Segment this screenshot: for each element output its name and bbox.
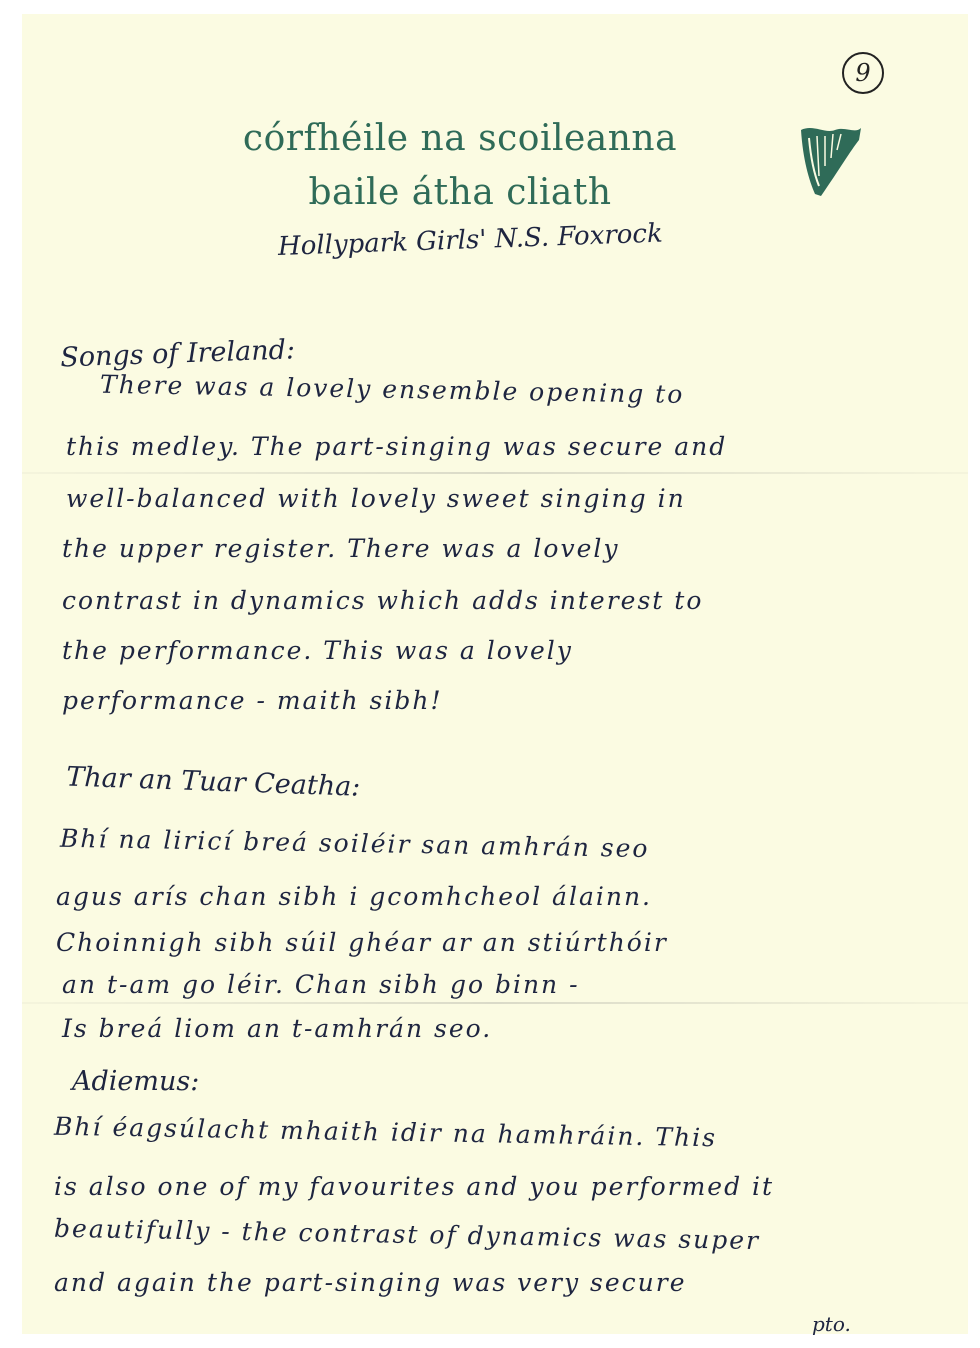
text-line: Is breá liom an t-amhrán seo. bbox=[62, 1014, 493, 1043]
pto-note: pto. bbox=[812, 1312, 851, 1336]
school-name: Hollypark Girls' N.S. Foxrock bbox=[277, 218, 664, 262]
letterhead-line-2: baile átha cliath bbox=[308, 172, 612, 213]
page-number: 9 bbox=[842, 52, 884, 94]
section-title: Thar an Tuar Ceatha: bbox=[65, 761, 361, 803]
section-title: Adiemus: bbox=[72, 1066, 200, 1097]
text-line: and again the part-singing was very secure bbox=[54, 1268, 687, 1297]
text-line: agus arís chan sibh i gcomhcheol álainn. bbox=[56, 882, 652, 911]
letterhead-line-1: córfhéile na scoileanna bbox=[242, 118, 678, 159]
text-line: performance - maith sibh! bbox=[62, 686, 443, 715]
text-line: contrast in dynamics which adds interest to bbox=[62, 586, 704, 615]
text-line: Bhí na liricí breá soiléir san amhrán seo bbox=[59, 823, 650, 864]
section-title: Songs of Ireland: bbox=[59, 334, 296, 374]
text-line: this medley. The part-singing was secure and bbox=[66, 432, 728, 461]
text-line: an t-am go léir. Chan sibh go binn - bbox=[62, 970, 580, 999]
text-line: Bhí éagsúlacht mhaith idir na hamhráin. This bbox=[53, 1111, 718, 1153]
fold-line bbox=[22, 472, 968, 474]
text-line: beautifully - the contrast of dynamics was super bbox=[53, 1213, 761, 1256]
fold-line bbox=[22, 1002, 968, 1004]
text-line: the upper register. There was a lovely bbox=[62, 534, 620, 563]
text-line: well-balanced with lovely sweet singing in bbox=[66, 484, 686, 513]
harp-icon bbox=[795, 120, 865, 200]
text-line: the performance. This was a lovely bbox=[62, 636, 573, 665]
letterhead bbox=[210, 112, 710, 220]
text-line: There was a lovely ensemble opening to bbox=[99, 369, 685, 409]
text-line: Choinnigh sibh súil ghéar ar an stiúrthóir bbox=[56, 928, 668, 957]
text-line: is also one of my favourites and you performed it bbox=[54, 1172, 775, 1201]
